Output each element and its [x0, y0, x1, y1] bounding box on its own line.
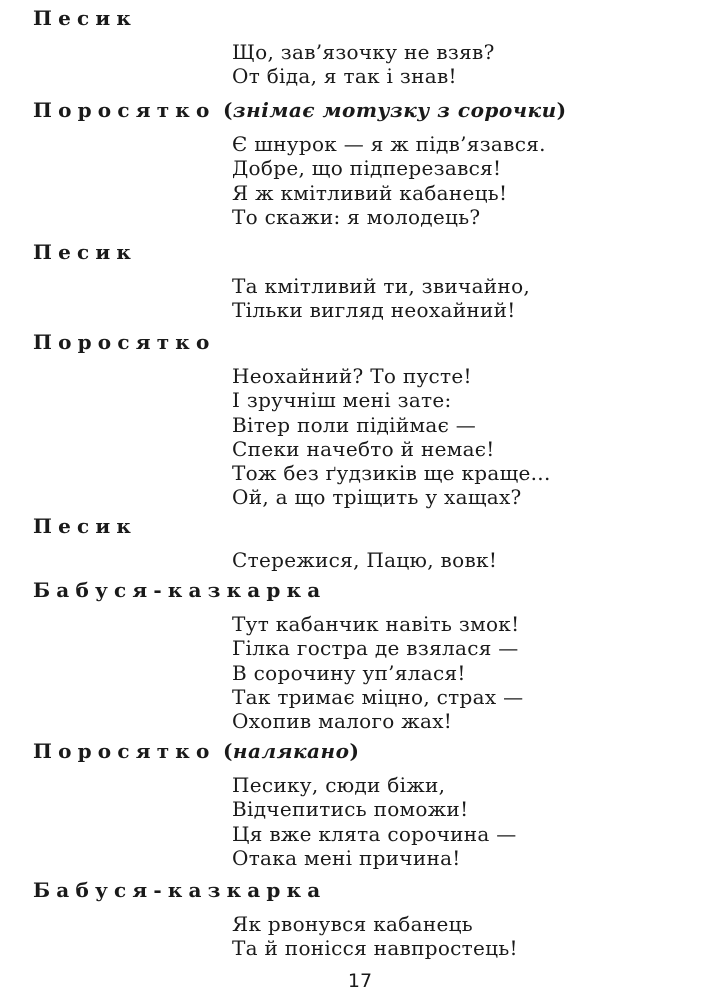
verse-line: Як рвонувся кабанець	[232, 912, 473, 936]
verse-line: Тільки вигляд неохайний!	[232, 298, 516, 323]
verse-line: Стережися, Пацю, вовк!	[232, 548, 498, 572]
verse-line: То скажи: я молодець?	[232, 204, 481, 229]
stage-direction-open-paren: (	[215, 739, 233, 763]
speaker-label: Поросятко	[33, 98, 216, 122]
verse-line: Та кмітливий ти, звичайно,	[232, 274, 531, 298]
verse-line: Песику, сюди біжи,	[232, 773, 446, 797]
verse-line: От біда, я так і знав!	[232, 64, 457, 89]
speaker-label: Бабуся-казкарка	[33, 878, 327, 902]
verse-lines	[232, 274, 720, 323]
verse-line: Відчепитись поможи!	[232, 797, 469, 822]
verse-lines	[232, 40, 720, 89]
verse-line: Добре, що підперезався!	[232, 156, 502, 181]
dialogue-block	[0, 878, 720, 961]
verse-lines	[232, 912, 720, 961]
dialogue-block	[0, 6, 720, 89]
verse-line: Ой, а що тріщить у хащах?	[232, 485, 522, 510]
verse-line: Ця вже клята сорочина —	[232, 821, 517, 846]
verse-line: В сорочину уп’ялася!	[232, 660, 466, 685]
verse-line: Так тримає міцно, страх —	[232, 684, 524, 709]
speaker-name	[33, 98, 720, 122]
speaker-name	[33, 330, 720, 354]
speaker-name	[33, 578, 720, 602]
dialogue-block	[0, 739, 720, 870]
speaker-name	[33, 878, 720, 902]
verse-line: Є шнурок — я ж підв’язався.	[232, 132, 546, 156]
speaker-label: Песик	[33, 240, 138, 264]
stage-direction: налякано	[232, 739, 350, 763]
page-number: 17	[347, 970, 373, 992]
verse-line: Спеки начебто й немає!	[232, 436, 495, 461]
dialogue-block	[0, 330, 720, 510]
verse-line: Неохайний? То пусте!	[232, 364, 472, 388]
dialogue-block	[0, 98, 720, 229]
speaker-label: Поросятко	[33, 330, 216, 354]
verse-line: Вітер поли підіймає —	[232, 412, 477, 437]
verse-line: Та й понісся навпростець!	[232, 936, 518, 961]
speaker-label: Песик	[33, 514, 138, 538]
speaker-label: Бабуся-казкарка	[33, 578, 327, 602]
verse-lines	[232, 548, 720, 572]
verse-line: Охопив малого жах!	[232, 709, 453, 734]
stage-direction-close-paren: )	[556, 98, 567, 122]
verse-lines	[232, 132, 720, 229]
speaker-name	[33, 739, 720, 763]
verse-lines	[232, 773, 720, 870]
dialogue-block	[0, 578, 720, 733]
stage-direction-open-paren: (	[215, 98, 233, 122]
stage-direction: знімає мотузку з сорочки	[232, 98, 557, 122]
verse-line: Гілка гостра де взялася —	[232, 636, 519, 661]
verse-line: Що, зав’язочку не взяв?	[232, 40, 495, 64]
verse-line: Отака мені причина!	[232, 845, 461, 870]
verse-line: Тож без ґудзиків ще краще...	[232, 461, 551, 486]
verse-lines	[232, 612, 720, 733]
dialogue-block	[0, 240, 720, 323]
speaker-label: Песик	[33, 6, 138, 30]
verse-lines	[232, 364, 720, 510]
speaker-label: Поросятко	[33, 739, 216, 763]
speaker-name	[33, 6, 720, 30]
verse-line: І зручніш мені зате:	[232, 388, 452, 413]
verse-line: Я ж кмітливий кабанець!	[232, 180, 508, 205]
dialogue-block	[0, 514, 720, 572]
speaker-name	[33, 240, 720, 264]
stage-direction-close-paren: )	[349, 739, 360, 763]
speaker-name	[33, 514, 720, 538]
verse-line: Тут кабанчик навіть змок!	[232, 612, 520, 636]
